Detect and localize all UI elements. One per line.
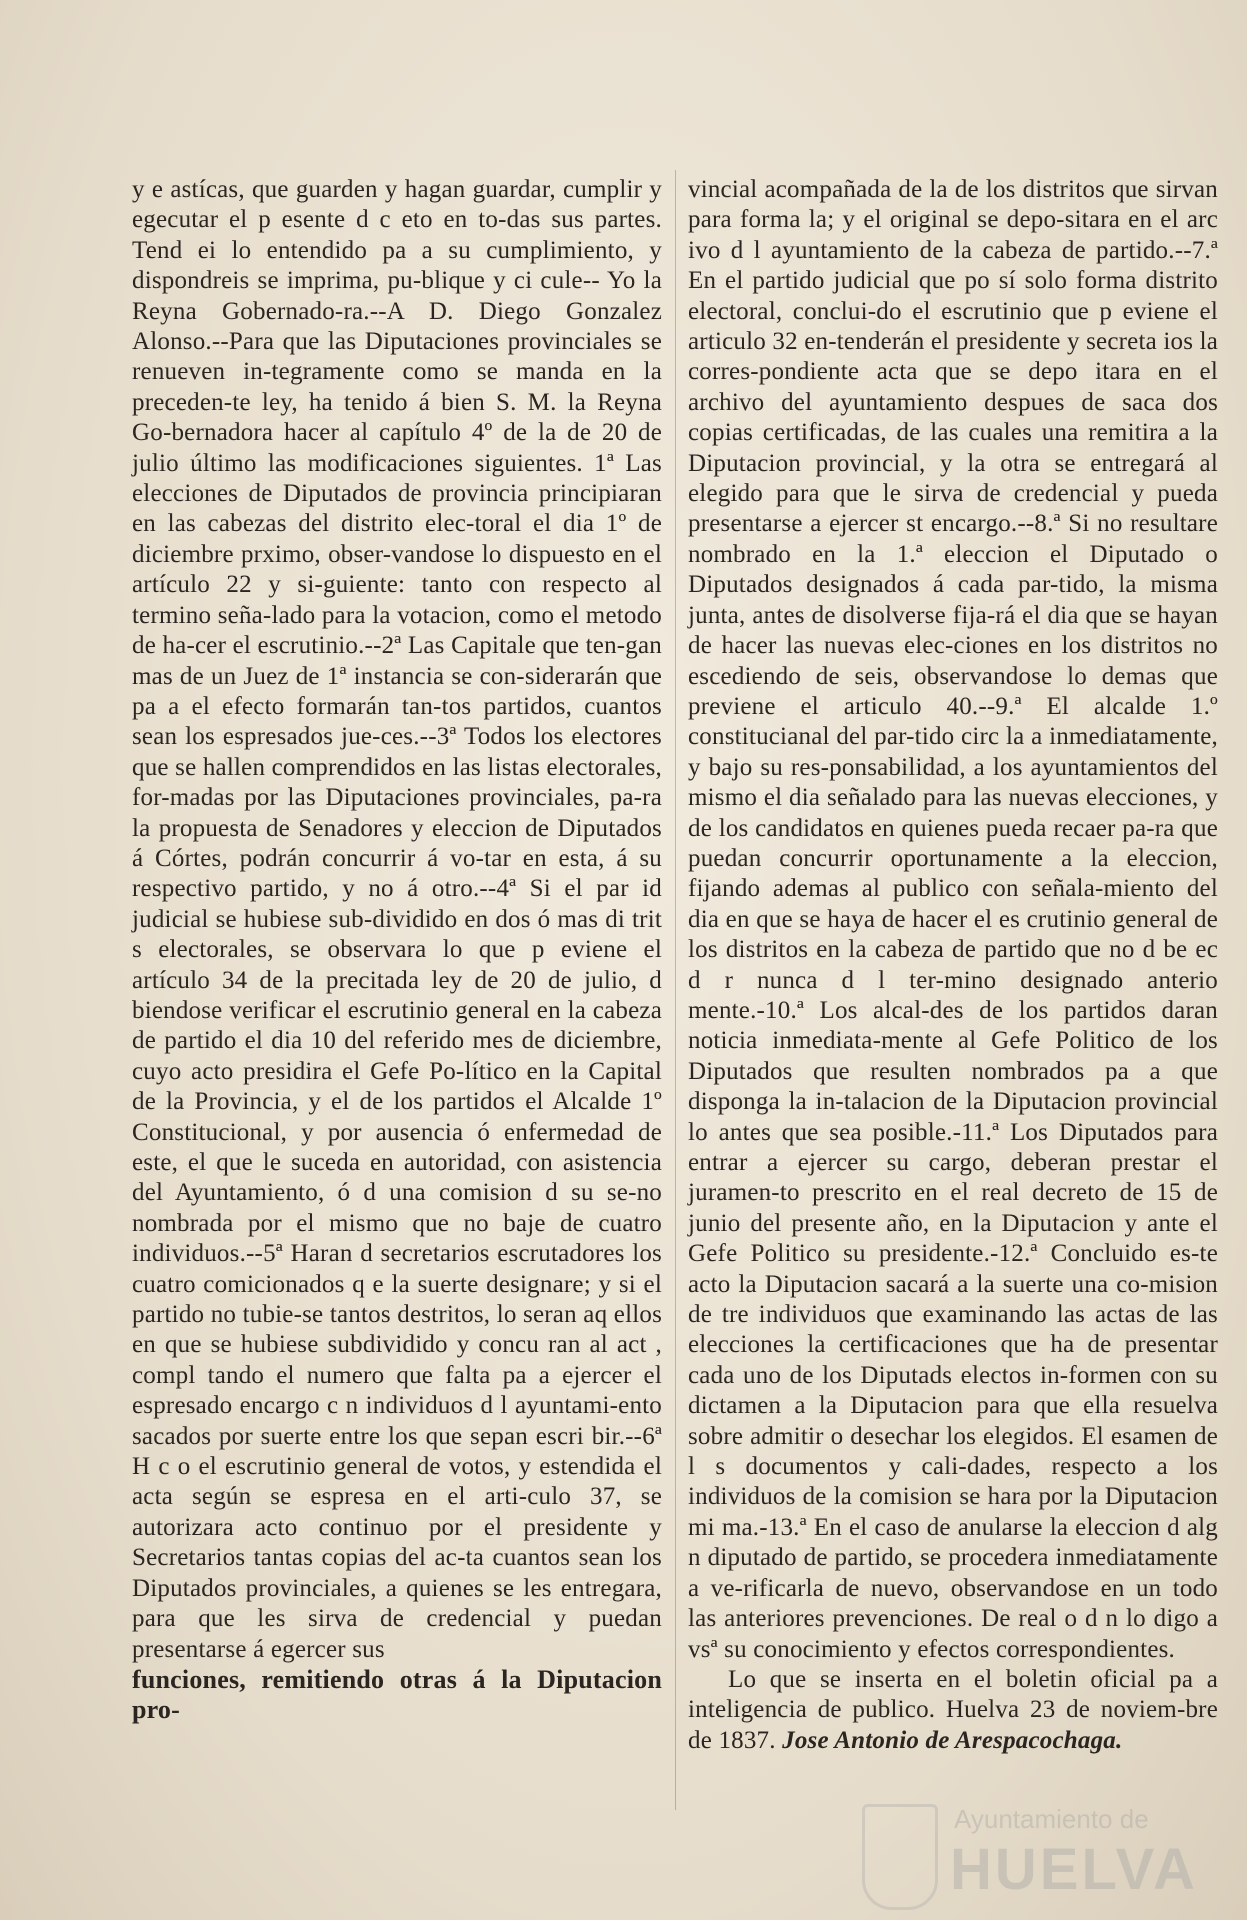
left-column-text: y e astícas, que guarden y hagan guardar, cumplir y egecutar el p esente d c eto en to-das sus partes. Tend ei lo entendido pa a su cumplimiento, y dispondreis se imprima, pu-blique y ci cule-- Yo la Reyna Gobernado-ra.--A D. Diego Gonzalez Alonso.--Para que las Diputaciones provinciales se renueven in-tegramente como se manda en la preceden-te ley, ha tenido á bien S. M. la Reyna Go-bernadora hacer al capítulo 4º de la de 20 de julio último las modificaciones siguientes. 1ª Las elecciones de Diputados de provincia principiaran en las cabezas del distrito elec-toral el dia 1º de diciembre prximo, obser-vandose lo dispuesto en el artículo 22 y si-guiente: tanto con respecto al termino seña-lado para la votacion, como el metodo de ha-cer el escrutinio.--2ª Las Capitale que ten-gan mas de un Juez de 1ª instancia se con-siderarán que pa a el efecto formarán tan-tos partidos, cuantos sean los espresados jue-ces.--3ª Todos los electores que se hallen comprendidos en las listas electorales, for-madas por las Diputaciones provinciales, pa-ra la propuesta de Senadores y eleccion de Diputados á Córtes, podrán concurrir á vo-tar en esta, á su respectivo partido, y no á otro.--4ª Si el par id judicial se hubiese sub-dividido en dos ó mas di trit s electorales, se observara lo que p eviene el artículo 34 de la precitada ley de 20 de julio, d biendose verificar el escrutinio general en la cabeza de partido el dia 10 del referido mes de diciembre, cuyo acto presidira el Gefe Po-lítico en la Capital de la Provincia, y el de los partidos el Alcalde 1º Constitucional, y por ausencia ó enfermedad de este, el que le suceda en autoridad, con asistencia del Ayuntamiento, ó d una comision d su se-no nombrada por el mismo que no baje de cuatro individuos.--5ª Haran d secretarios escrutadores los cuatro comicionados q e la suerte designare; y si el partido no tubie-se tantos destritos, lo seran aq ellos en que se hubiese subdividido y concu ran al act , compl tando el numero que falta pa a ejercer el espresado encargo c n individuos d l ayuntami-ento sacados por suerte entre los que sepan escri bir.--6ª H c o el escrutinio general de votos, y estendida el acta según se espresa en el arti-culo 37, se autorizara acto continuo por el presidente y Secretarios tantas copias del ac-ta cuantos sean los Diputados provinciales, a quienes se les entregara, para que les sirva de credencial y puedan presentarse á egercer sus	[132, 176, 662, 1663]
column-divider	[675, 170, 676, 1810]
watermark-big-text: HUELVA	[950, 1837, 1198, 1902]
closing-text: Lo que se inserta en el boletin oficial pa a inteligencia de publico. Huelva 23 de noviem-bre de 1837.	[688, 1665, 1218, 1754]
watermark-logo	[862, 1800, 1222, 1910]
signature: Jose Antonio de Arespacochaga.	[782, 1726, 1123, 1754]
watermark-small-text: Ayuntamiento de	[954, 1804, 1149, 1834]
right-column	[688, 175, 1218, 1756]
closing-paragraph	[688, 1665, 1218, 1756]
left-column-last-line: funciones, remitiendo otras á la Diputacion pro-	[132, 1664, 662, 1725]
right-column-text: vincial acompañada de la de los distritos que sirvan para forma la; y el original se depo-sitara en el arc ivo d l ayuntamiento de la cabeza de partido.--7.ª En el partido judicial que po sí solo forma distrito electoral, conclui-do el escrutinio que p eviene el articulo 32 en-tenderán el presidente y secreta ios la corres-pondiente acta que se depo itara en el archivo del ayuntamiento despues de saca dos copias certificadas, de las cuales una remitira a la Diputacion provincial, y la otra se entregará al elegido para que le sirva de credencial y pueda presentarse a ejercer st encargo.--8.ª Si no resultare nombrado en la 1.ª eleccion el Diputado o Diputados designados á cada par-tido, la misma junta, antes de disolverse fija-rá el dia que se hayan de hacer las nuevas elec-ciones en los distritos no escediendo de seis, observandose lo demas que previene el articulo 40.--9.ª El alcalde 1.º constitucianal del par-tido circ la a inmediatamente, y bajo su res-ponsabilidad, a los ayuntamientos del mismo el dia señalado para las nuevas elecciones, y de los candidatos en quienes pueda recaer pa-ra que puedan concurrir oportunamente a la eleccion, fijando ademas al publico con señala-miento del dia en que se haya de hacer el es crutinio general de los distritos en la cabeza de partido que no d be ec d r nunca d l ter-mino designado anterio mente.-10.ª Los alcal-des de los partidos daran noticia inmediata-mente al Gefe Politico de los Diputados que resulten nombrados pa a que disponga la in-talacion de la Diputacion provincial lo antes que sea posible.-11.ª Los Diputados para entrar a ejercer su cargo, deberan prestar el juramen-to prescrito en el real decreto de 15 de junio del presente año, en la Diputacion y ante el Gefe Politico su presidente.-12.ª Concluido es-te acto la Diputacion sacará a la suerte una co-mision de tre individuos que examinando las actas de las elecciones la certificaciones que ha de presentar cada uno de los Diputads electos in-formen con su dictamen a la Diputacion para que ella resuelva sobre admitir o desechar los elegidos. El esamen de l s documentos y cali-dades, respecto a los individuos de la comision se hara por la Diputacion mi ma.-13.ª En el caso de anularse la eleccion d alg n diputado de partido, se procedera inmediatamente a ve-rificarla de nuevo, observandose en un todo las anteriores prevenciones. De real o d n lo digo a vsª su conocimiento y efectos correspondientes.	[688, 176, 1219, 1663]
left-column	[132, 175, 662, 1726]
shield-icon	[862, 1804, 938, 1910]
